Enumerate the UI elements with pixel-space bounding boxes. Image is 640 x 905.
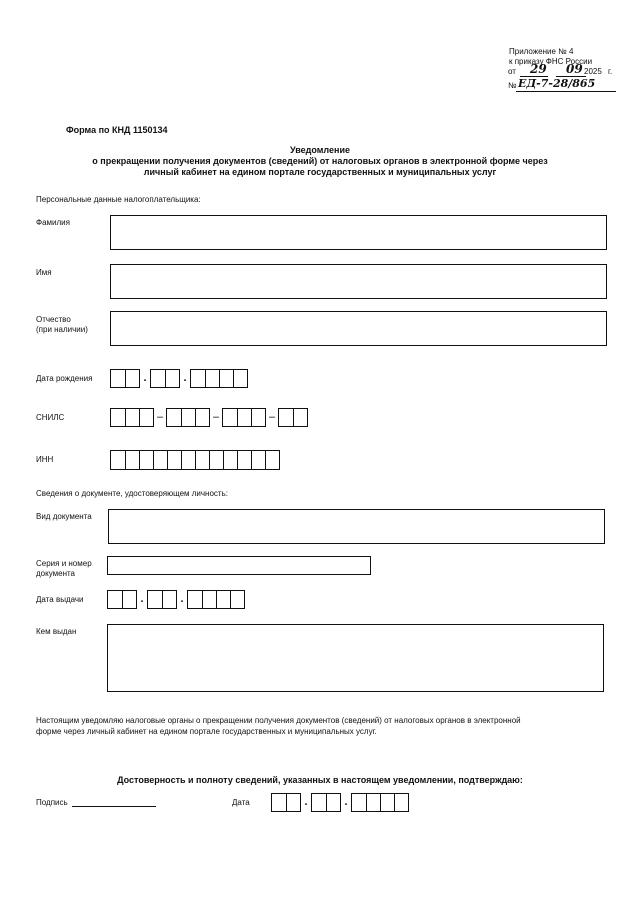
issue-date-label: Дата выдачи: [36, 595, 84, 604]
appendix-number: [508, 77, 618, 94]
appendix-date-year-suffix: г.: [608, 67, 613, 76]
document-type-label: Вид документа: [36, 512, 92, 521]
document-series-label-1: Серия и номер: [36, 559, 92, 568]
snils-separator: –: [268, 411, 276, 423]
issued-by-label: Кем выдан: [36, 627, 77, 636]
snils-group-3[interactable]: [222, 408, 266, 427]
birth-date-separator: .: [183, 372, 187, 384]
title-line-2: о прекращении получения документов (сведений) от налоговых органов в электронной форме через: [92, 156, 548, 166]
appendix-date-prefix: от: [508, 67, 516, 76]
sign-date-cells[interactable]: [271, 793, 409, 812]
patronymic-label: [36, 315, 88, 335]
statement-line-1: Настоящим уведомляю налоговые органы о прекращении получения документов (сведений) от налоговых органов в электронной: [36, 716, 521, 725]
appendix-date-year: 2025: [584, 67, 602, 76]
sign-day-cells[interactable]: [271, 793, 301, 812]
snils-label: СНИЛС: [36, 413, 65, 422]
name-label: Имя: [36, 268, 52, 277]
snils-group-2[interactable]: [166, 408, 210, 427]
document-heading: Сведения о документе, удостоверяющем личность:: [36, 489, 228, 498]
inn-digit-cells[interactable]: [110, 450, 280, 470]
surname-field[interactable]: [110, 215, 607, 250]
sign-year-cells[interactable]: [351, 793, 409, 812]
document-series-field[interactable]: [107, 556, 371, 575]
issue-day-cells[interactable]: [107, 590, 137, 609]
date-label: Дата: [232, 798, 250, 807]
snils-group-4[interactable]: [278, 408, 308, 427]
snils-group-1[interactable]: [110, 408, 154, 427]
issue-month-cells[interactable]: [147, 590, 177, 609]
title-line-1: Уведомление: [289, 145, 350, 155]
document-series-label-2: документа: [36, 569, 76, 578]
birth-year-cells[interactable]: [190, 369, 248, 388]
patronymic-field[interactable]: [110, 311, 607, 346]
appendix-title: Приложение № 4: [509, 47, 574, 56]
issued-by-field[interactable]: [107, 624, 604, 692]
birth-day-cells[interactable]: [110, 369, 140, 388]
appendix-number-prefix: №: [508, 81, 517, 90]
patronymic-label-2: (при наличии): [36, 325, 88, 334]
appendix-date-day: 29: [530, 62, 547, 76]
issue-date-separator: .: [140, 593, 144, 605]
birth-month-cells[interactable]: [150, 369, 180, 388]
appendix-date-month: 09: [566, 62, 583, 76]
inn-cells[interactable]: [110, 450, 280, 470]
document-series-label: [36, 559, 92, 579]
appendix-number-underline: [516, 91, 616, 92]
sign-date-separator: .: [344, 796, 348, 808]
personal-heading: Персональные данные налогоплательщика:: [36, 195, 201, 204]
birth-date-cells[interactable]: [110, 369, 248, 388]
surname-label: Фамилия: [36, 218, 70, 227]
issue-date-cells[interactable]: [107, 590, 245, 609]
birth-date-label: Дата рождения: [36, 374, 93, 383]
sign-date-separator: .: [304, 796, 308, 808]
inn-label: ИНН: [36, 455, 54, 464]
snils-cells[interactable]: [110, 408, 308, 427]
birth-date-separator: .: [143, 372, 147, 384]
document-type-field[interactable]: [108, 509, 605, 544]
sign-month-cells[interactable]: [311, 793, 341, 812]
snils-separator: –: [212, 411, 220, 423]
signature-line[interactable]: [72, 806, 156, 807]
patronymic-label-1: Отчество: [36, 315, 71, 324]
issue-year-cells[interactable]: [187, 590, 245, 609]
name-field[interactable]: [110, 264, 607, 299]
signature-label: Подпись: [36, 798, 68, 807]
appendix-number-value: ЕД-7-28/865: [518, 77, 596, 90]
form-title: [0, 145, 640, 178]
confirmation-text: Достоверность и полноту сведений, указанных в настоящем уведомлении, подтверждаю:: [117, 775, 523, 785]
form-code: Форма по КНД 1150134: [66, 125, 168, 135]
appendix-order: к приказу ФНС России: [509, 57, 593, 66]
title-line-3: личный кабинет на едином портале государственных и муниципальных услуг: [143, 167, 497, 177]
snils-separator: –: [156, 411, 164, 423]
issue-date-separator: .: [180, 593, 184, 605]
statement-text: [36, 715, 606, 737]
statement-line-2: форме через личный кабинет на едином портале государственных и муниципальных услуг.: [36, 727, 377, 736]
